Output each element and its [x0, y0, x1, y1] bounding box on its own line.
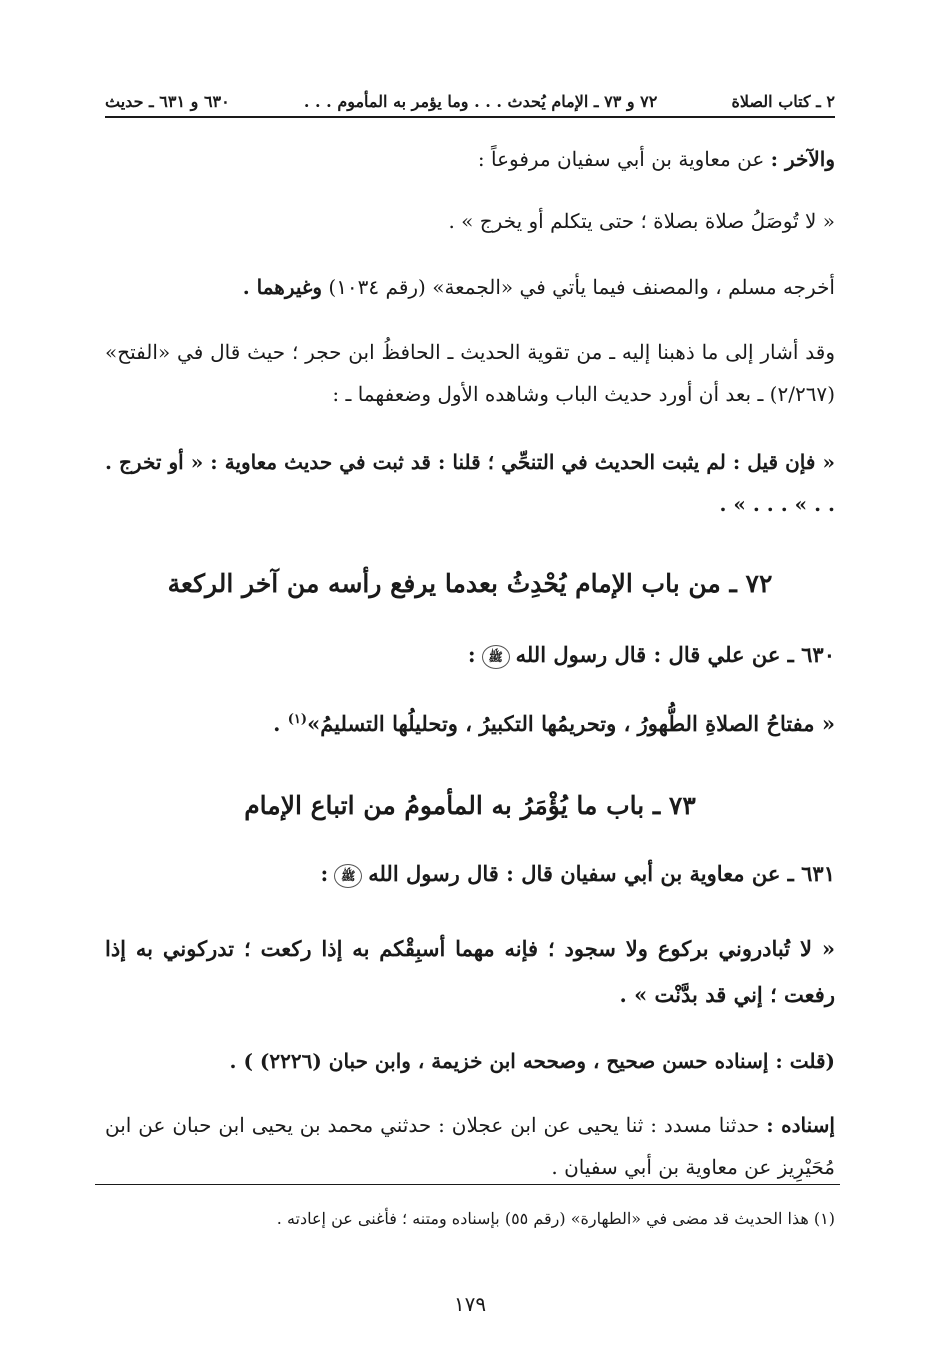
isnad-paragraph — [105, 1104, 835, 1188]
grading-note: (قلت : إسناده حسن صحيح ، وصححه ابن خزيمة ، وابن حبان (٢٢٢٦) ) . — [229, 1049, 835, 1073]
hadith-631-head — [105, 853, 835, 895]
isnad-lead: إسناده : — [766, 1113, 835, 1137]
hadith-end: . — [273, 711, 281, 736]
paragraph-lead: والآخر : — [770, 147, 835, 171]
footnote-marker: (١) — [287, 712, 308, 727]
footnote-divider — [95, 1184, 840, 1185]
colon: : — [467, 642, 476, 667]
salla-seal-icon: ﷺ — [334, 864, 362, 888]
header-chapter-title: ٧٢ و ٧٣ ـ الإمام يُحدث . . . وما يؤمر به المأموم . . . — [303, 91, 658, 111]
hadith-630-head — [105, 634, 835, 676]
page-number: ١٧٩ — [453, 1292, 487, 1316]
hadith-630-text — [105, 699, 835, 745]
hadith-narrator: ٦٣١ ـ عن معاوية بن أبي سفيان قال : قال رسول الله — [368, 861, 835, 886]
running-header — [105, 86, 835, 118]
hadith-631-text: « لا تُبادروني بركوع ولا سجود ؛ فإنه مهما أسبِقْكم به إذا ركعت ؛ تدركوني به إذا رفعت ؛ إني قد بدَّنْت » . — [105, 936, 835, 1007]
paragraph-takhrij — [105, 266, 835, 308]
footnote: (١) هذا الحديث قد مضى في «الطهارة» (رقم ٥٥) بإسناده ومتنه ؛ فأغنى عن إعادته . — [276, 1209, 835, 1228]
paragraph-text: أخرجه مسلم ، والمصنف فيما يأتي في «الجمعة» (رقم ١٠٣٤) — [328, 275, 835, 299]
salla-seal-icon: ﷺ — [482, 645, 510, 669]
header-hadith-range: ٦٣٠ و ٦٣١ ـ حديث — [105, 91, 230, 111]
isnad-text: حدثنا مسدد : ثنا يحيى عن ابن عجلان : حدثني محمد بن يحيى ابن حبان عن ابن مُحَيْرِيز عن معاوية بن أبي سفيان . — [105, 1113, 835, 1179]
paragraph-other-narration — [105, 138, 835, 180]
paragraph-quote-fath: « فإن قيل : لم يثبت الحديث في التنحِّي ؛ قلنا : قد ثبت في حديث معاوية : « أو تخرج . . . » . . . » . — [105, 450, 835, 516]
colon: : — [320, 861, 329, 886]
chapter-73-title: ٧٣ ـ باب ما يُؤْمَرُ به المأمومُ من اتباع الإمام — [244, 791, 696, 820]
hadith-text: « مفتاحُ الصلاةِ الطُّهورُ ، وتحريمُها التكبيرُ ، وتحليلُها التسليمُ» — [307, 711, 835, 736]
paragraph-text: عن معاوية بن أبي سفيان مرفوعاً : — [477, 147, 765, 171]
header-book-title: ٢ ـ كتاب الصلاة — [731, 91, 835, 111]
paragraph-tail: وغيرهما . — [242, 275, 323, 299]
quoted-hadith-text: « لا تُوصَلُ صلاة بصلاة ؛ حتى يتكلم أو يخرج » . — [448, 209, 835, 233]
hadith-narrator: ٦٣٠ ـ عن علي قال : قال رسول الله — [515, 642, 835, 667]
paragraph-ibn-hajar: وقد أشار إلى ما ذهبنا إليه ـ من تقوية الحديث ـ الحافظُ ابن حجر ؛ حيث قال في «الفتح» (٢/٢٦٧) ـ بعد أن أورد حديث الباب وشاهده الأول وضعفهما ـ : — [105, 340, 835, 406]
chapter-72-title: ٧٢ ـ من باب الإمام يُحْدِثُ بعدما يرفع رأسه من آخر الركعة — [167, 569, 773, 598]
